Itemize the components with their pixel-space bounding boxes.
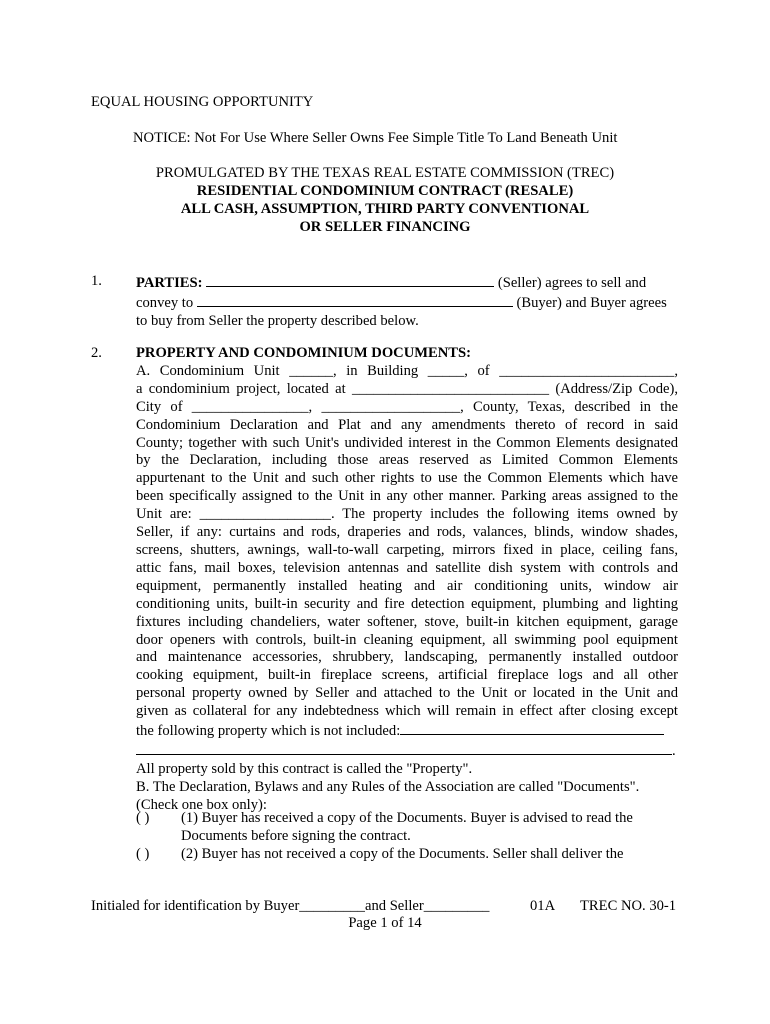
condo-unit-line[interactable]: A. Condominium Unit ______, in Building _____, of ________________________, xyxy=(136,362,678,379)
section-2-property xyxy=(136,345,678,815)
body-line: attic fans, mail boxes, television antennas and satellite dish system with controls and xyxy=(136,559,678,576)
option-1-checkbox[interactable]: ( ) xyxy=(136,810,150,826)
notice-text: NOTICE: Not For Use Where Seller Owns Fee Simple Title To Land Beneath Unit xyxy=(133,130,618,146)
not-included-period: . xyxy=(672,742,676,759)
form-title-line1: RESIDENTIAL CONDOMINIUM CONTRACT (RESALE) xyxy=(196,183,574,199)
section-2-number: 2. xyxy=(91,345,102,361)
seller-name-field[interactable] xyxy=(206,273,494,287)
body-line: given as collateral for any indebtedness which will remain in effect after closing except xyxy=(136,703,678,720)
form-title-line3: OR SELLER FINANCING xyxy=(299,219,471,235)
body-line: door openers with controls, built-in cleaning equipment, all swimming pool equipment xyxy=(136,631,678,648)
option-2-checkbox[interactable]: ( ) xyxy=(136,846,150,862)
body-line: Condominium Declaration and Plat and any amendments thereto of record in said xyxy=(136,416,678,433)
body-line: cooking equipment, built-in fireplace screens, artificial fireplace logs and all other xyxy=(136,667,678,684)
option-2-text: (2) Buyer has not received a copy of the Documents. Seller shall deliver the xyxy=(181,846,624,862)
city-county-line[interactable]: City of ________________, ___________________, County, Texas, described in the xyxy=(136,398,678,415)
body-line: by the Declaration, including those areas reserved as Limited Common Elements xyxy=(136,452,678,469)
property-called-text: All property sold by this contract is called the "Property". xyxy=(136,760,473,777)
section-1-number: 1. xyxy=(91,273,102,289)
section-1-line3: to buy from Seller the property described below. xyxy=(136,312,419,329)
form-code: 01A xyxy=(530,898,556,914)
condo-project-line[interactable]: a condominium project, located at ___________________________ (Address/Zip Code), xyxy=(136,380,678,397)
section-1-heading: PARTIES: xyxy=(136,275,203,291)
seller-agrees-text: (Seller) agrees to sell and xyxy=(497,275,647,291)
body-line: and maintenance accessories, shrubbery, landscaping, permanently installed outdoor xyxy=(136,649,678,666)
buyer-name-field[interactable] xyxy=(197,293,513,307)
check-one-box-text: (Check one box only): xyxy=(136,796,267,813)
body-line: been specifically assigned to the Unit in any other manner. Parking areas assigned to the xyxy=(136,488,678,505)
body-line: conditioning units, built-in security and fire detection equipment, plumbing and lighting xyxy=(136,595,678,612)
section-2-heading: PROPERTY AND CONDOMINIUM DOCUMENTS: xyxy=(136,345,471,361)
convey-to-text: convey to xyxy=(136,294,194,311)
not-included-label: the following property which is not included: xyxy=(136,723,401,740)
promulgated-by: PROMULGATED BY THE TEXAS REAL ESTATE COMMISSION (TREC) xyxy=(155,165,615,181)
not-included-field[interactable] xyxy=(400,721,664,735)
equal-housing-label: EQUAL HOUSING OPPORTUNITY xyxy=(91,94,314,110)
parking-areas-line[interactable]: Unit are: __________________. The property includes the following items owned by xyxy=(136,506,678,523)
body-line: equipment, permanently installed heating and air conditioning units, window air xyxy=(136,577,678,594)
option-1-text-cont: Documents before signing the contract. xyxy=(181,828,411,844)
documents-definition: B. The Declaration, Bylaws and any Rules of the Association are called "Documents". xyxy=(136,778,640,795)
body-line: screens, shutters, awnings, wall-to-wall carpeting, mirrors fixed in place, ceiling fans, xyxy=(136,541,678,558)
body-line: fixtures including chandeliers, water softener, stove, built-in kitchen equipment, garage xyxy=(136,613,678,630)
body-line: personal property owned by Seller and attached to the Unit or located in the Unit and xyxy=(136,685,678,702)
body-line: appurtenant to the Unit and such other rights to use the Common Elements which have xyxy=(136,470,678,487)
page-number: Page 1 of 14 xyxy=(348,915,422,931)
trec-number: TREC NO. 30-1 xyxy=(580,898,677,914)
body-line: County; together with such Unit's undivided interest in the Common Elements designated xyxy=(136,434,678,451)
initials-line[interactable]: Initialed for identification by Buyer_________and Seller_________ xyxy=(91,898,490,914)
buyer-agrees-text: (Buyer) and Buyer agrees xyxy=(516,294,667,311)
option-1-text: (1) Buyer has received a copy of the Documents. Buyer is advised to read the xyxy=(181,810,633,826)
section-1-parties xyxy=(136,273,678,331)
not-included-field-line2[interactable] xyxy=(136,741,672,755)
form-title-line2: ALL CASH, ASSUMPTION, THIRD PARTY CONVENTIONAL xyxy=(180,201,590,217)
body-line: Seller, if any: curtains and rods, draperies and rods, valances, blinds, window shades, xyxy=(136,524,678,541)
